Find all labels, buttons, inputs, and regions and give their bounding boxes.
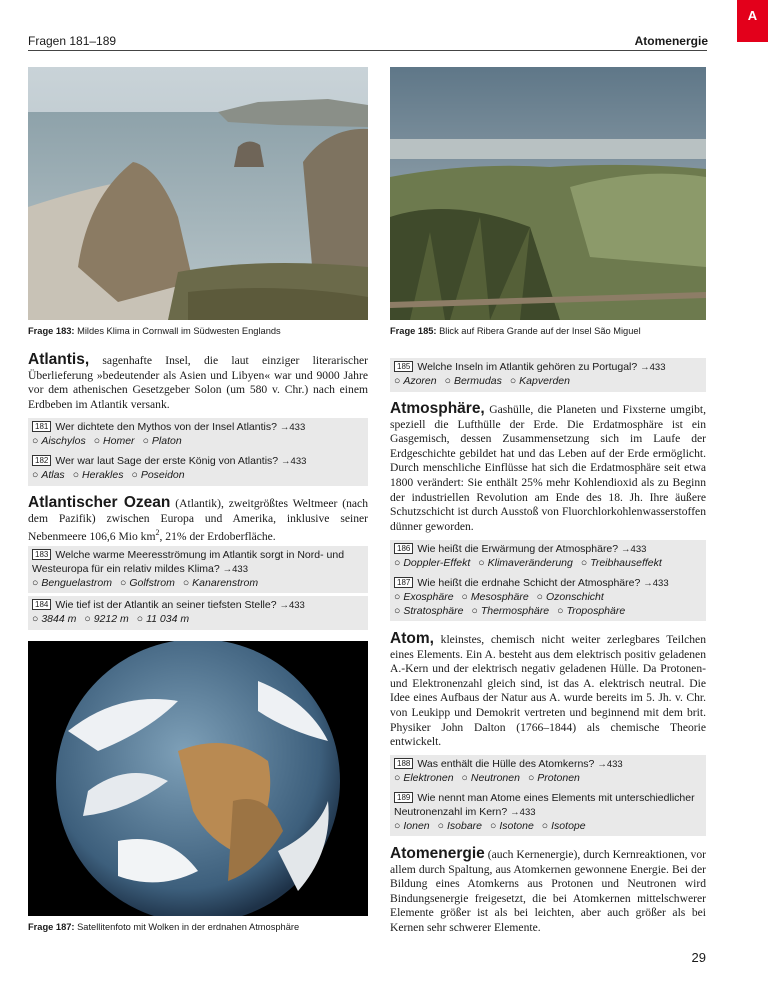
option[interactable]: ○ Thermosphäre <box>471 605 549 617</box>
option[interactable]: ○ 3844 m <box>32 613 76 625</box>
option[interactable]: ○ Doppler-Effekt <box>394 557 470 569</box>
header-rule <box>28 50 707 51</box>
option[interactable]: ○ Protonen <box>528 772 580 784</box>
option[interactable]: ○ 11 034 m <box>137 613 189 625</box>
option[interactable]: ○ Stratosphäre <box>394 605 463 617</box>
option[interactable]: ○ Elektronen <box>394 772 454 784</box>
option[interactable]: ○ Atlas <box>32 469 65 481</box>
question-188: 188 Was enthält die Hülle des Atomkerns? →433 ○ Elektronen○ Neutronen○ Protonen <box>390 755 706 789</box>
option[interactable]: ○ Azoren <box>394 375 437 387</box>
option[interactable]: ○ Bermudas <box>445 375 502 387</box>
option[interactable]: ○ Exosphäre <box>394 591 454 603</box>
option[interactable]: ○ Mesosphäre <box>462 591 529 603</box>
caption-187: Frage 187: Satellitenfoto mit Wolken in der erdnahen Atmosphäre <box>28 922 300 932</box>
section-tab: A <box>737 0 768 42</box>
option[interactable]: ○ Poseidon <box>131 469 184 481</box>
question-182: 182 Wer war laut Sage der erste König von Atlantis? →433 ○ Atlas○ Herakles○ Poseidon <box>28 452 368 486</box>
option[interactable]: ○ Aischylos <box>32 435 86 447</box>
option[interactable]: ○ Ozonschicht <box>537 591 604 603</box>
option[interactable]: ○ Homer <box>94 435 135 447</box>
option[interactable]: ○ 9212 m <box>84 613 128 625</box>
option[interactable]: ○ Isotone <box>490 820 534 832</box>
question-183: 183 Welche warme Meeresströmung im Atlantik sorgt in Nord- und Westeuropa für ein relativ mildes Klima? →433 ○ Benguelastrom○ Golfstrom○ Kanarenstrom <box>28 546 368 593</box>
entry-atmosphaere: Atmosphäre, Gashülle, die Planeten und Fixsterne umgibt, speziell die Lufthülle der Erde. Die Erdatmosphäre ist ein Gasgemisch, dessen Zusammensetzung sich im Laufe der Erdgeschichte gebildet hat und das Leben auf der Erde ermöglicht. Durch menschliche Einflüsse hat sich die Erdatmosphäre seit etwa 1800 verändert: Sie enthält 25% mehr Kohlendioxid als zu Beginn der industriellen Revolution am Ende des 18. Jh. Ihre äußere Schutzschicht ist durch Ausstoß von Fluorchlorkohlenwasserstoffen dünner geworden. <box>390 400 706 533</box>
option[interactable]: ○ Golfstrom <box>120 577 175 589</box>
option[interactable]: ○ Ionen <box>394 820 430 832</box>
entry-atomenergie: Atomenergie (auch Kernenergie), durch Kernreaktionen, vor allem durch Spaltung, aus Atomkernen gewonnene Energie. Bei der Bildung eines Atomkerns aus Protonen und Neutronen wird Bindungsenergie freigesetzt, die bei Atomkernen mittelschwerer Elemente größer ist als bei leichten, aber auch größer als bei Kernen sehr schwerer Elemente. <box>390 845 706 934</box>
entry-atlantischer-ozean: Atlantischer Ozean (Atlantik), zweitgrößtes Weltmeer (nach dem Pazifik) zwischen Europa und Amerika, inklusive seiner Nebenmeere 106,6 Mio $km^2$, 21% der Erdoberfläche. <box>28 494 368 544</box>
option[interactable]: ○ Neutronen <box>462 772 520 784</box>
header-topic: Atomenergie <box>634 34 708 48</box>
option[interactable]: ○ Troposphäre <box>557 605 625 617</box>
caption-183: Frage 183: Mildes Klima in Cornwall im Südwesten Englands <box>28 326 281 336</box>
header-range: Fragen 181–189 <box>28 34 117 48</box>
option[interactable]: ○ Kanarenstrom <box>183 577 258 589</box>
question-185: 185 Welche Inseln im Atlantik gehören zu Portugal? →433 ○ Azoren○ Bermudas○ Kapverden <box>390 358 706 392</box>
entry-atom: Atom, kleinstes, chemisch nicht weiter zerlegbares Teilchen eines Elements. Ein A. besteht aus dem elektrisch positiv geladenen A.-Kern und der elektrisch negativ geladenen Hülle. Da Protonen- und Elektronenzahl gleich sind, ist das A. elektrisch neutral. Die Idee eines Aufbaus der Natur aus A. wurde bereits im 5. Jh. v. Chr. von Leukipp und Demokrit vertreten und beginnend mit dem brit. Physiker John Dalton (1766–1844) als chemische Theorie entwickelt. <box>390 630 706 749</box>
option[interactable]: ○ Klimaveränderung <box>478 557 573 569</box>
option[interactable]: ○ Isotope <box>542 820 586 832</box>
photo-ribera-grande <box>390 67 706 320</box>
caption-185: Frage 185: Blick auf Ribera Grande auf der Insel São Miguel <box>390 326 641 336</box>
question-189: 189 Wie nennt man Atome eines Elements mit unterschiedlicher Neutronenzahl im Kern? →433 ○ Ionen○ Isobare○ Isotone○ Isotope <box>390 789 706 836</box>
option[interactable]: ○ Benguelastrom <box>32 577 112 589</box>
page-number: 29 <box>691 950 706 965</box>
option[interactable]: ○ Herakles <box>73 469 124 481</box>
question-184: 184 Wie tief ist der Atlantik an seiner tiefsten Stelle? →433 ○ 3844 m○ 9212 m○ 11 034 m <box>28 596 368 630</box>
photo-earth-satellite <box>28 641 368 916</box>
question-186: 186 Wie heißt die Erwärmung der Atmosphäre? →433 ○ Doppler-Effekt○ Klimaveränderung○ Treibhauseffekt <box>390 540 706 574</box>
option[interactable]: ○ Kapverden <box>510 375 570 387</box>
photo-cornwall <box>28 67 368 320</box>
option[interactable]: ○ Isobare <box>438 820 482 832</box>
entry-atlantis: Atlantis, sagenhafte Insel, die laut einziger literarischer Überlieferung »bedeutender als Asien und Libyen« war und 9000 Jahre vor dem athenischen Gesetzgeber Solon (um 580 v. Chr.) nach einem Erdbeben im Atlantik versank. <box>28 351 368 411</box>
question-181: 181 Wer dichtete den Mythos von der Insel Atlantis? →433 ○ Aischylos○ Homer○ Platon <box>28 418 368 452</box>
question-187: 187 Wie heißt die erdnahe Schicht der Atmosphäre? →433 ○ Exosphäre○ Mesosphäre○ Ozonschicht ○ Stratosphäre○ Thermosphäre○ Troposphäre <box>390 574 706 621</box>
option[interactable]: ○ Platon <box>143 435 182 447</box>
option[interactable]: ○ Treibhauseffekt <box>581 557 662 569</box>
